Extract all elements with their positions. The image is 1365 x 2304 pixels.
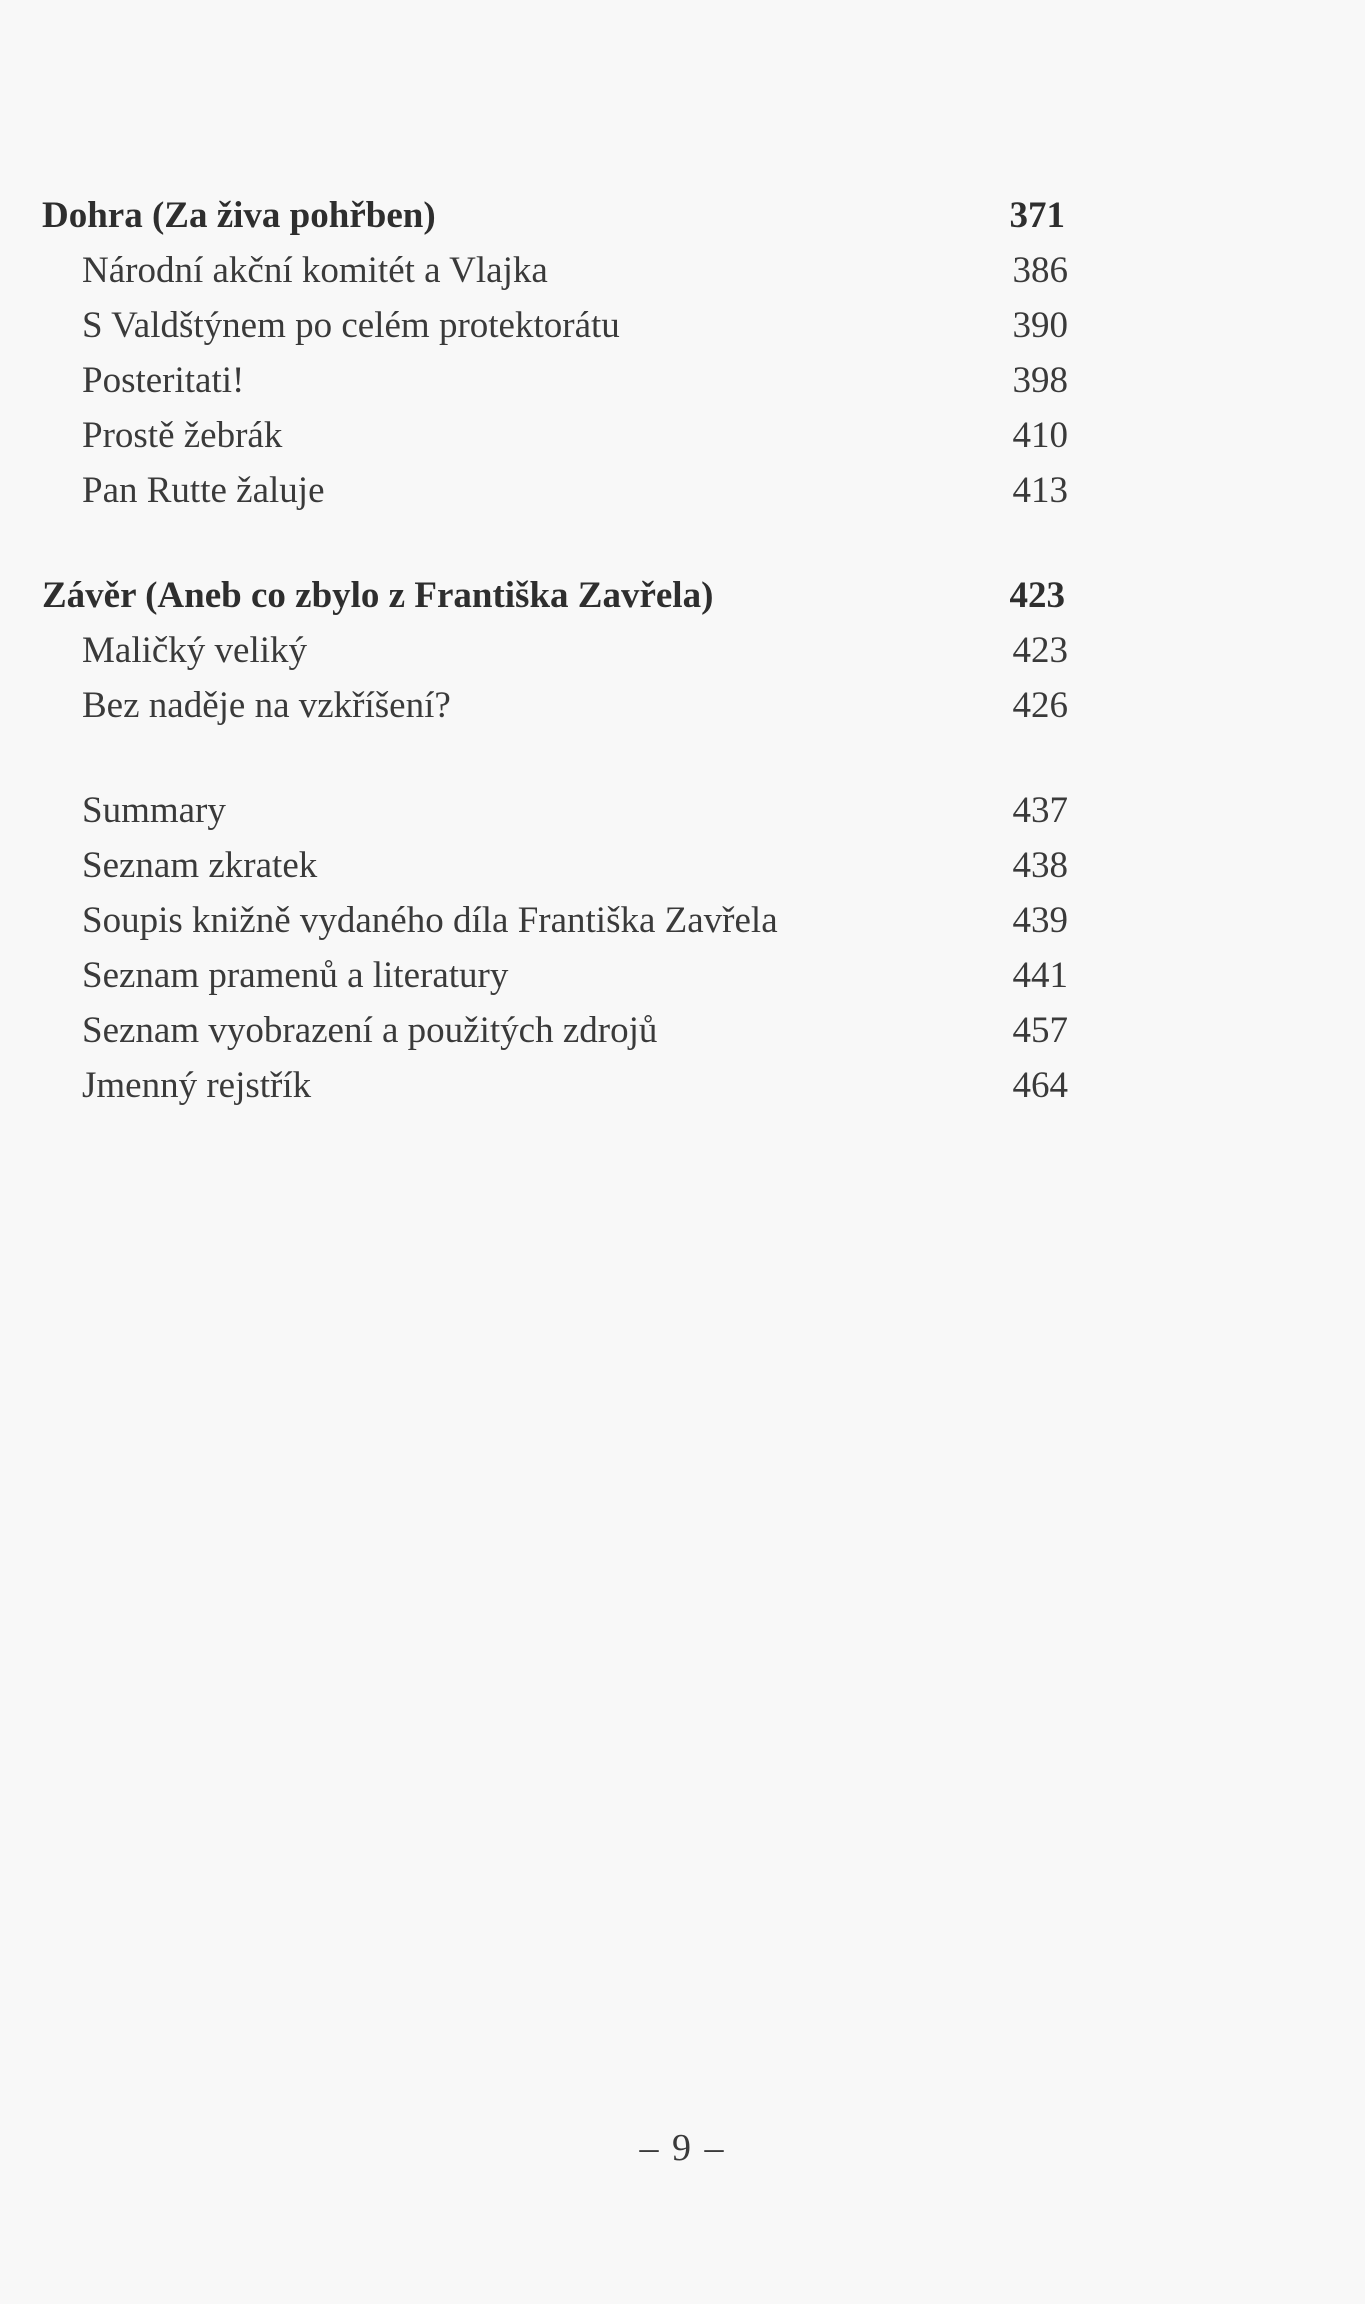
toc-entry-page: 457	[1012, 1010, 1068, 1051]
toc-entry[interactable]	[0, 893, 1365, 948]
toc-section-dohra	[0, 188, 1365, 518]
toc-entry-page: 426	[1012, 685, 1068, 726]
toc-entry-title: Summary	[82, 790, 226, 831]
table-of-contents	[0, 188, 1365, 1163]
toc-entry-page: 464	[1012, 1065, 1068, 1106]
toc-entry-title: Posteritati!	[82, 360, 245, 401]
toc-entry[interactable]	[0, 298, 1365, 353]
toc-heading[interactable]	[0, 188, 1365, 243]
toc-entry-title: Seznam vyobrazení a použitých zdrojů	[82, 1010, 658, 1051]
toc-entry-title: Prostě žebrák	[82, 415, 283, 456]
toc-heading-page: 371	[1009, 195, 1065, 236]
toc-entry-page: 386	[1012, 250, 1068, 291]
toc-entry[interactable]	[0, 1058, 1365, 1113]
toc-entry-title: Jmenný rejstřík	[82, 1065, 312, 1106]
toc-entry-title: Národní akční komitét a Vlajka	[82, 250, 548, 291]
toc-entry[interactable]	[0, 948, 1365, 1003]
toc-entry-title: Pan Rutte žaluje	[82, 470, 325, 511]
toc-entry-page: 390	[1012, 305, 1068, 346]
toc-heading-title: Dohra (Za živa pohřben)	[42, 195, 436, 236]
toc-entry-page: 413	[1012, 470, 1068, 511]
toc-heading[interactable]	[0, 568, 1365, 623]
toc-entry-page: 441	[1012, 955, 1068, 996]
toc-entry-title: Soupis knižně vydaného díla Františka Zavřela	[82, 900, 778, 941]
toc-entry-title: Maličký veliký	[82, 630, 308, 671]
toc-entry-page: 398	[1012, 360, 1068, 401]
toc-entry-title: Seznam pramenů a literatury	[82, 955, 509, 996]
page-number: – 9 –	[639, 2127, 726, 2169]
toc-heading-title: Závěr (Aneb co zbylo z Františka Zavřela)	[42, 575, 714, 616]
toc-entry[interactable]	[0, 408, 1365, 463]
toc-entry[interactable]	[0, 1003, 1365, 1058]
toc-entry[interactable]	[0, 838, 1365, 893]
toc-entry-title: Seznam zkratek	[82, 845, 318, 886]
toc-entry[interactable]	[0, 678, 1365, 733]
toc-entry[interactable]	[0, 463, 1365, 518]
toc-entry-page: 438	[1012, 845, 1068, 886]
toc-section-zaver	[0, 568, 1365, 733]
toc-heading-page: 423	[1009, 575, 1065, 616]
toc-entry-title: S Valdštýnem po celém protektorátu	[82, 305, 620, 346]
toc-section-appendices	[0, 783, 1365, 1113]
toc-entry-page: 437	[1012, 790, 1068, 831]
toc-entry[interactable]	[0, 243, 1365, 298]
toc-entry[interactable]	[0, 783, 1365, 838]
toc-entry-title: Bez naděje na vzkříšení?	[82, 685, 451, 726]
toc-entry-page: 410	[1012, 415, 1068, 456]
toc-entry-page: 423	[1012, 630, 1068, 671]
toc-entry-page: 439	[1012, 900, 1068, 941]
toc-entry[interactable]	[0, 623, 1365, 678]
toc-entry[interactable]	[0, 353, 1365, 408]
